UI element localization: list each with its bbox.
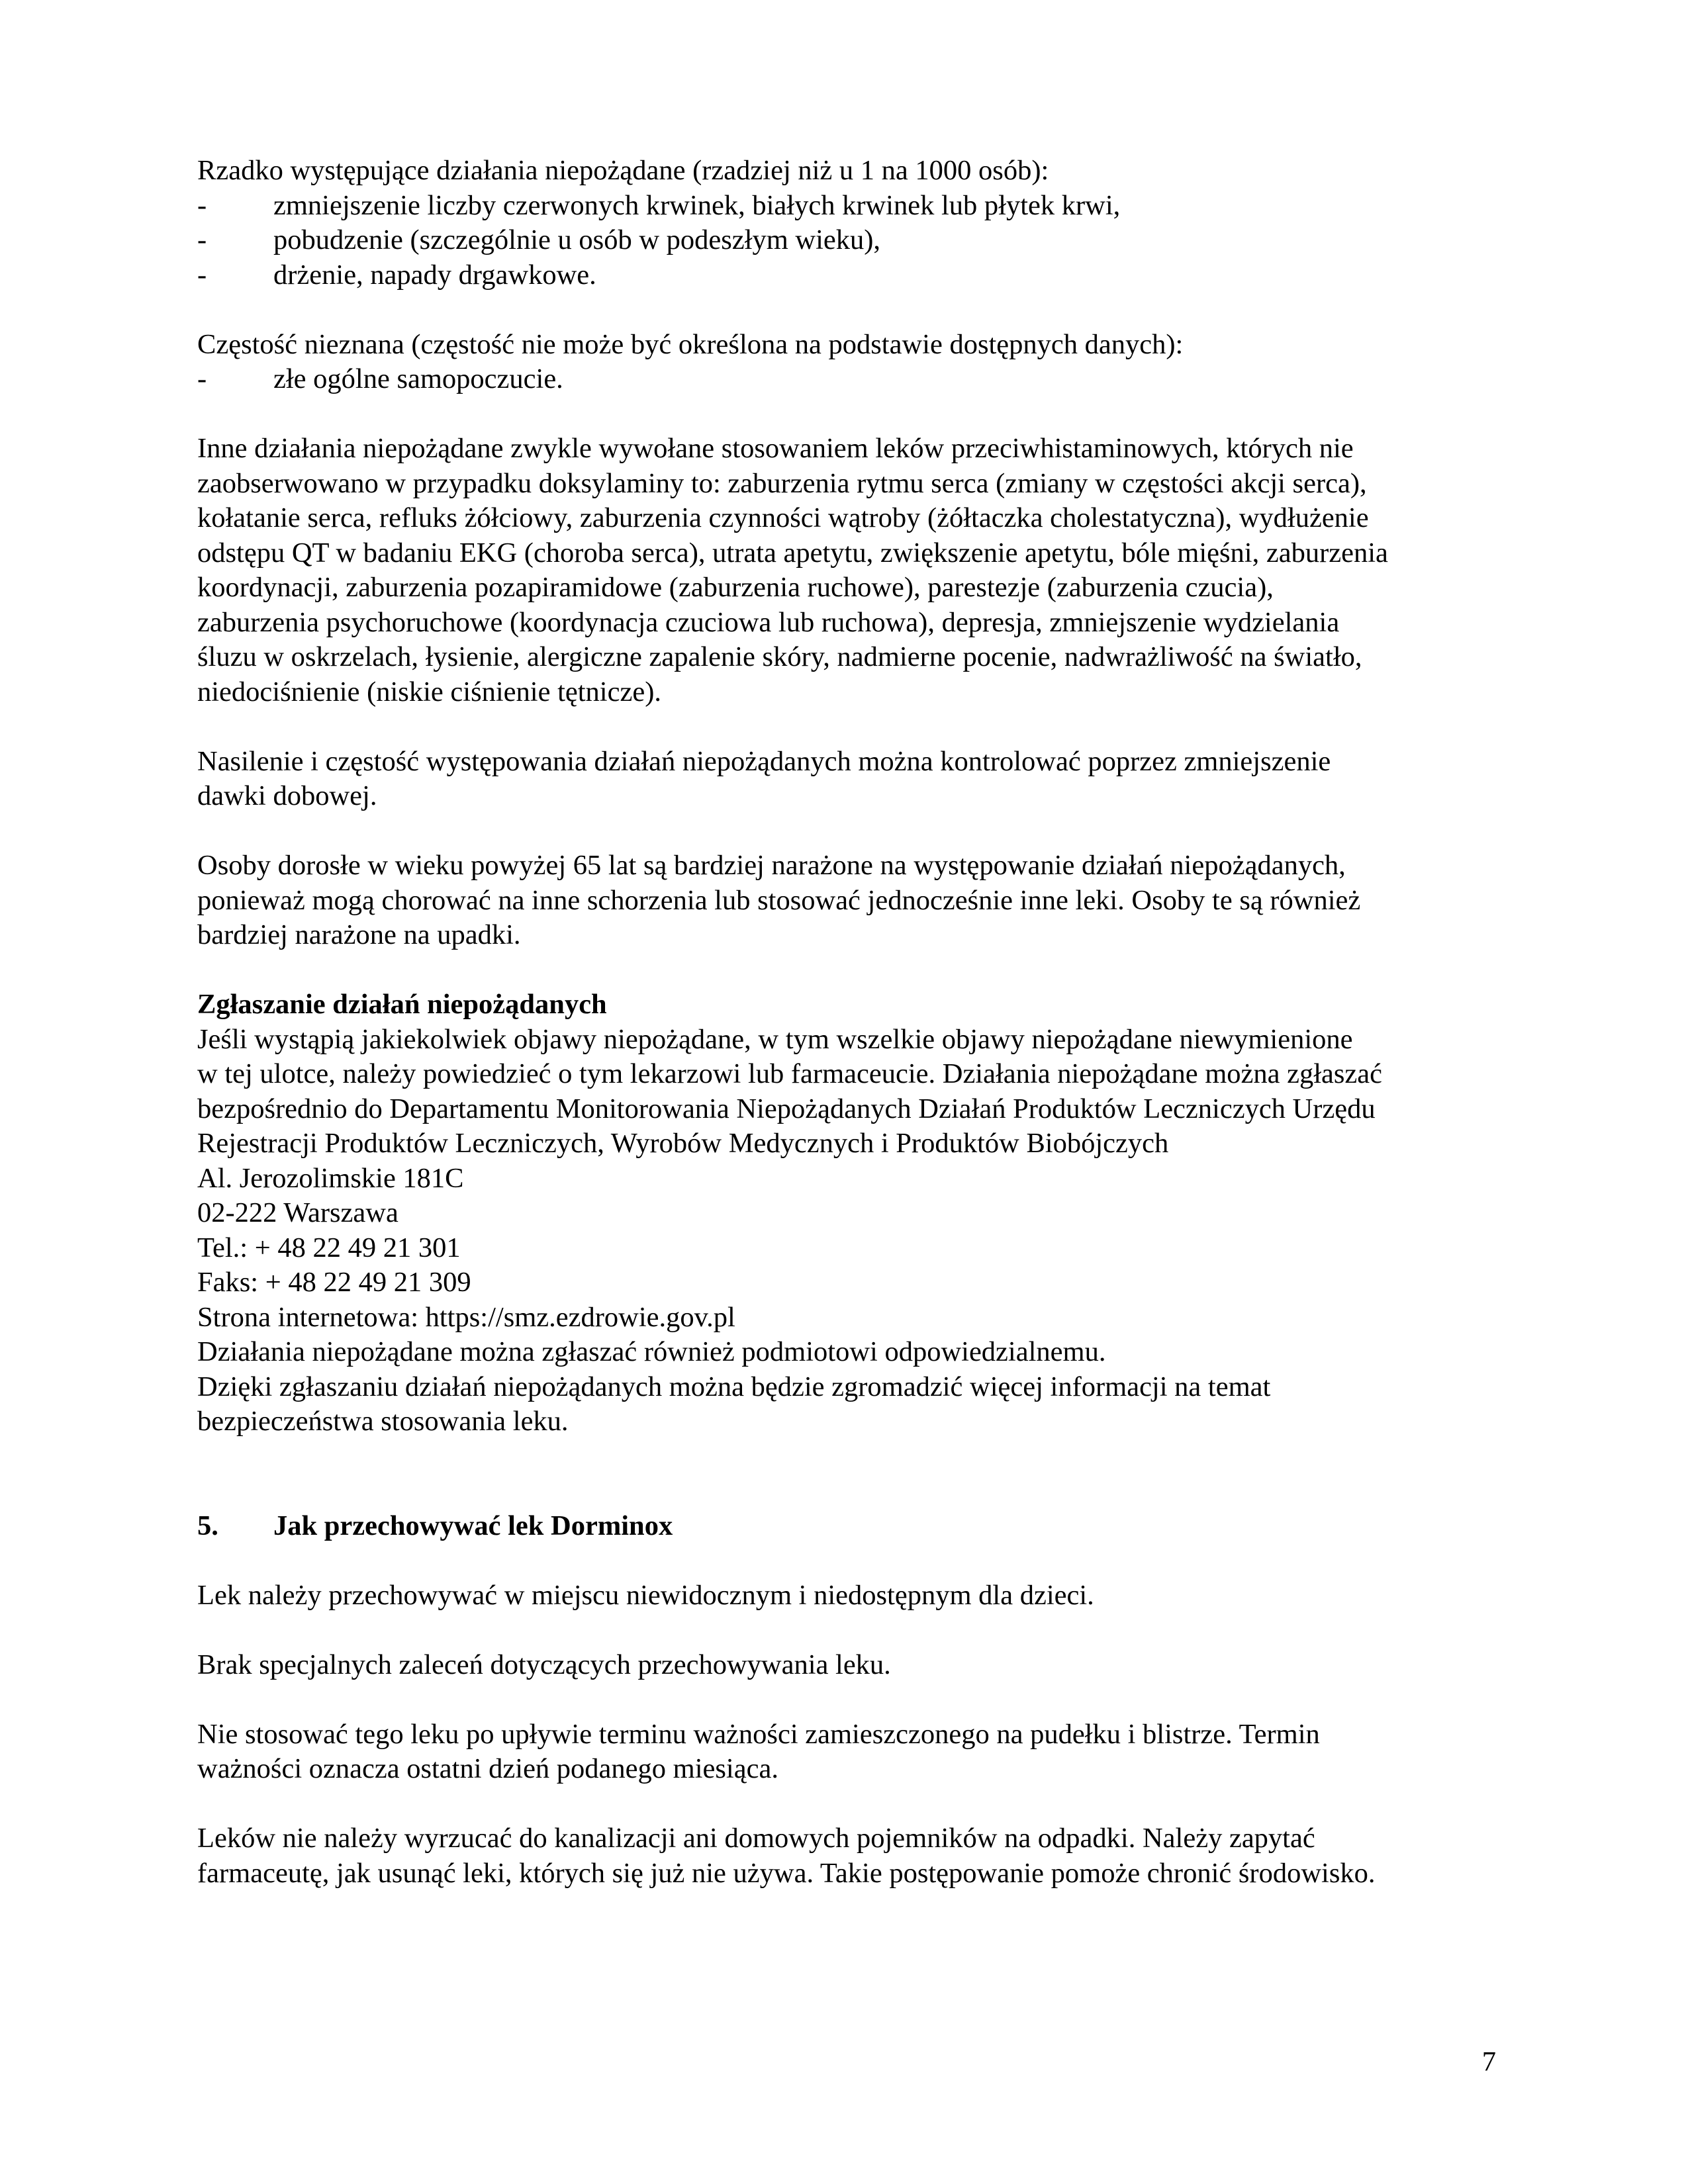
paragraph-line: Nie stosować tego leku po upływie terminu ważności zamieszczonego na pudełku i blistrze. Termin bbox=[197, 1718, 1320, 1750]
reporting-line: Jeśli wystąpią jakiekolwiek objawy niepożądane, w tym wszelkie objawy niepożądane niewymienione bbox=[197, 1023, 1353, 1055]
paragraph-line: koordynacji, zaburzenia pozapiramidowe (zaburzenia ruchowe), parestezje (zaburzenia czucia), bbox=[197, 572, 1274, 603]
list-item bbox=[197, 258, 1521, 293]
list-item bbox=[197, 189, 1521, 224]
disposal-paragraph bbox=[197, 1821, 1521, 1891]
severity-paragraph bbox=[197, 745, 1521, 814]
list-item bbox=[197, 362, 1521, 397]
paragraph-line: zaobserwowano w przypadku doksylaminy to: zaburzenia rytmu serca (zmiany w częstości akcji serca), bbox=[197, 467, 1367, 499]
rare-effects-section bbox=[197, 154, 1521, 293]
address-city: 02-222 Warszawa bbox=[197, 1197, 399, 1228]
list-item-text: złe ogólne samopoczucie. bbox=[273, 363, 563, 394]
list-item-text: pobudzenie (szczególnie u osób w podeszłym wieku), bbox=[273, 224, 881, 255]
phone-number: Tel.: + 48 22 49 21 301 bbox=[197, 1232, 461, 1263]
reporting-line: Działania niepożądane można zgłaszać również podmiotowi odpowiedzialnemu. bbox=[197, 1336, 1106, 1367]
page-number: 7 bbox=[1481, 2046, 1496, 2077]
section-heading bbox=[197, 1509, 1521, 1544]
rare-effects-heading: Rzadko występujące działania niepożądane (rzadziej niż u 1 na 1000 osób): bbox=[197, 155, 1049, 186]
paragraph-line: ważności oznacza ostatni dzień podanego miesiąca. bbox=[197, 1753, 778, 1784]
paragraph-line: niedociśnienie (niskie ciśnienie tętnicze). bbox=[197, 676, 661, 707]
paragraph-line: Leków nie należy wyrzucać do kanalizacji ani domowych pojemników na odpadki. Należy zapytać bbox=[197, 1823, 1315, 1854]
dash-bullet: - bbox=[197, 224, 207, 255]
dash-bullet: - bbox=[197, 259, 207, 291]
reporting-line: Dzięki zgłaszaniu działań niepożądanych można będzie zgromadzić więcej informacji na temat bbox=[197, 1371, 1271, 1402]
fax-number: Faks: + 48 22 49 21 309 bbox=[197, 1267, 471, 1298]
reporting-line: bezpieczeństwa stosowania leku. bbox=[197, 1406, 569, 1437]
unknown-frequency-heading: Częstość nieznana (częstość nie może być określona na podstawie dostępnych danych): bbox=[197, 328, 1184, 360]
elderly-paragraph bbox=[197, 848, 1521, 953]
paragraph-line: odstępu QT w badaniu EKG (choroba serca), utrata apetytu, zwiększenie apetytu, bóle mięśni, zaburzenia bbox=[197, 537, 1388, 569]
dash-bullet: - bbox=[197, 363, 207, 394]
reporting-line: Rejestracji Produktów Leczniczych, Wyrobów Medycznych i Produktów Biobójczych bbox=[197, 1128, 1169, 1159]
reporting-line: w tej ulotce, należy powiedzieć o tym lekarzowi lub farmaceucie. Działania niepożądane można zgłaszać bbox=[197, 1058, 1383, 1089]
paragraph-line: dawki dobowej. bbox=[197, 780, 377, 811]
paragraph-line: Brak specjalnych zaleceń dotyczących przechowywania leku. bbox=[197, 1649, 891, 1680]
list-item-text: zmniejszenie liczby czerwonych krwinek, białych krwinek lub płytek krwi, bbox=[273, 189, 1121, 221]
storage-paragraph bbox=[197, 1578, 1521, 1614]
section-title: Jak przechowywać lek Dorminox bbox=[273, 1510, 673, 1541]
reporting-line: bezpośrednio do Departamentu Monitorowania Niepożądanych Działań Produktów Leczniczych Urzędu bbox=[197, 1093, 1376, 1124]
reporting-section bbox=[197, 987, 1521, 1439]
paragraph-line: farmaceutę, jak usunąć leki, których się już nie używa. Takie postępowanie pomoże chronić środowisko. bbox=[197, 1857, 1376, 1889]
paragraph-line: ponieważ mogą chorować na inne schorzenia lub stosować jednocześnie inne leki. Osoby te są również bbox=[197, 884, 1361, 916]
unknown-frequency-section bbox=[197, 328, 1521, 397]
paragraph-line: śluzu w oskrzelach, łysienie, alergiczne zapalenie skóry, nadmierne pocenie, nadwrażliwość na światło, bbox=[197, 641, 1362, 672]
section-number: 5. bbox=[197, 1510, 218, 1541]
expiry-paragraph bbox=[197, 1717, 1521, 1787]
storage-paragraph bbox=[197, 1648, 1521, 1683]
paragraph-line: zaburzenia psychoruchowe (koordynacja czuciowa lub ruchowa), depresja, zmniejszenie wydzielania bbox=[197, 606, 1340, 638]
list-item-text: drżenie, napady drgawkowe. bbox=[273, 259, 596, 291]
other-effects-paragraph bbox=[197, 432, 1521, 709]
website-line: Strona internetowa: https://smz.ezdrowie.gov.pl bbox=[197, 1301, 735, 1333]
address-street: Al. Jerozolimskie 181C bbox=[197, 1162, 464, 1194]
paragraph-line: Inne działania niepożądane zwykle wywołane stosowaniem leków przeciwhistaminowych, których nie bbox=[197, 433, 1354, 464]
dash-bullet: - bbox=[197, 189, 207, 221]
leaflet-page bbox=[197, 154, 1521, 1891]
paragraph-line: Nasilenie i częstość występowania działań niepożądanych można kontrolować poprzez zmniejszenie bbox=[197, 745, 1331, 777]
reporting-heading: Zgłaszanie działań niepożądanych bbox=[197, 989, 607, 1020]
paragraph-line: kołatanie serca, refluks żółciowy, zaburzenia czynności wątroby (żółtaczka cholestatyczna), wydłużenie bbox=[197, 502, 1369, 533]
paragraph-line: Osoby dorosłe w wieku powyżej 65 lat są bardziej narażone na występowanie działań niepożądanych, bbox=[197, 850, 1346, 881]
paragraph-line: bardziej narażone na upadki. bbox=[197, 919, 521, 950]
list-item bbox=[197, 223, 1521, 258]
paragraph-line: Lek należy przechowywać w miejscu niewidocznym i niedostępnym dla dzieci. bbox=[197, 1579, 1094, 1611]
